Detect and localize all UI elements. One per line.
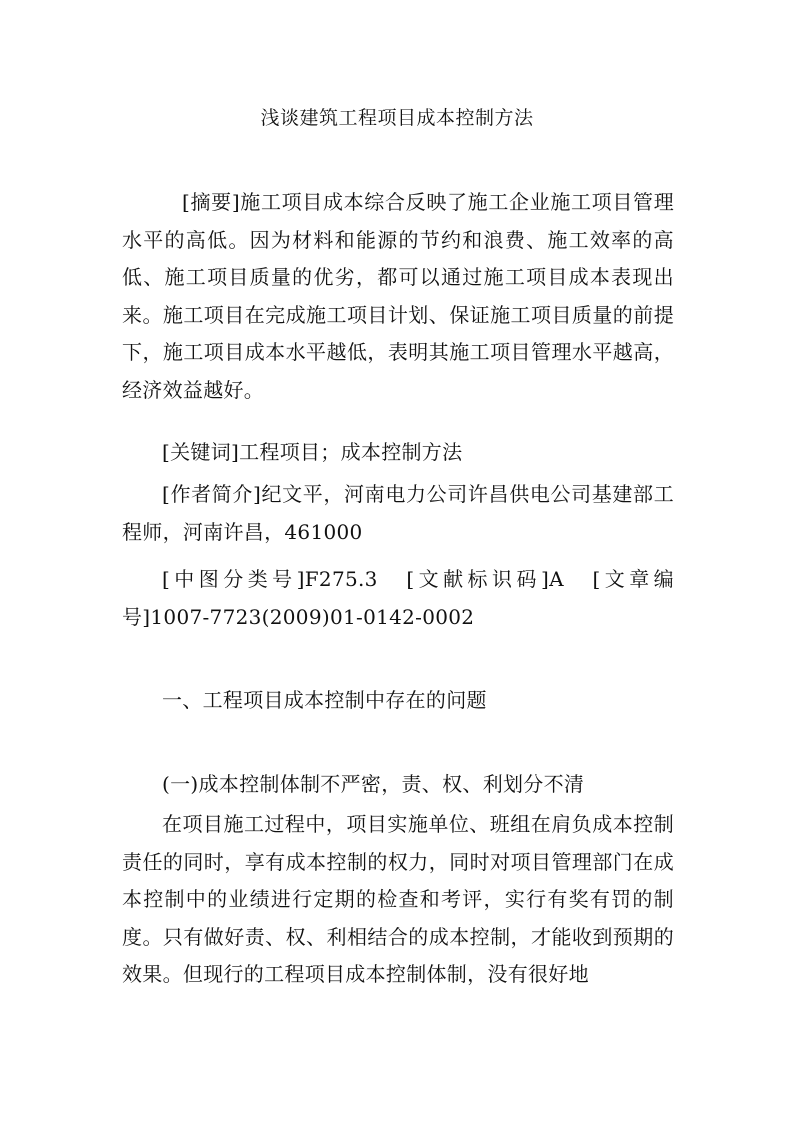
section-heading: 一、工程项目成本控制中存在的问题 (162, 688, 487, 712)
subsection-heading: (一)成本控制体制不严密，责、权、利划分不清 (162, 772, 585, 796)
author-paragraph: [作者简介]纪文平，河南电力公司许昌供电公司基建部工程师，河南许昌，461000 (122, 482, 674, 544)
body-paragraph: 在项目施工过程中，项目实施单位、班组在肩负成本控制责任的同时，享有成本控制的权力，同时对项目管理部门在成本控制中的业绩进行定期的检查和考评，实行有奖有罚的制度。只有做好责、权、利相结合的成本控制，才能收到预期的效果。但现行的工程项目成本控制体制，没有很好地 (122, 812, 674, 986)
classification-paragraph: [中图分类号]F275.3 [文献标识码]A [文章编号]1007-7723(2009)01-0142-0002 (122, 567, 674, 629)
keywords-paragraph: [关键词]工程项目；成本控制方法 (162, 440, 463, 464)
document-title: 浅谈建筑工程项目成本控制方法 (260, 107, 534, 129)
abstract-paragraph: [摘要]施工项目成本综合反映了施工企业施工项目管理水平的高低。因为材料和能源的节约和浪费、施工效率的高低、施工项目质量的优劣，都可以通过施工项目成本表现出来。施工项目在完成施工项目计划、保证施工项目质量的前提下，施工项目成本水平越低，表明其施工项目管理水平越高，经济效益越好。 (122, 190, 674, 402)
